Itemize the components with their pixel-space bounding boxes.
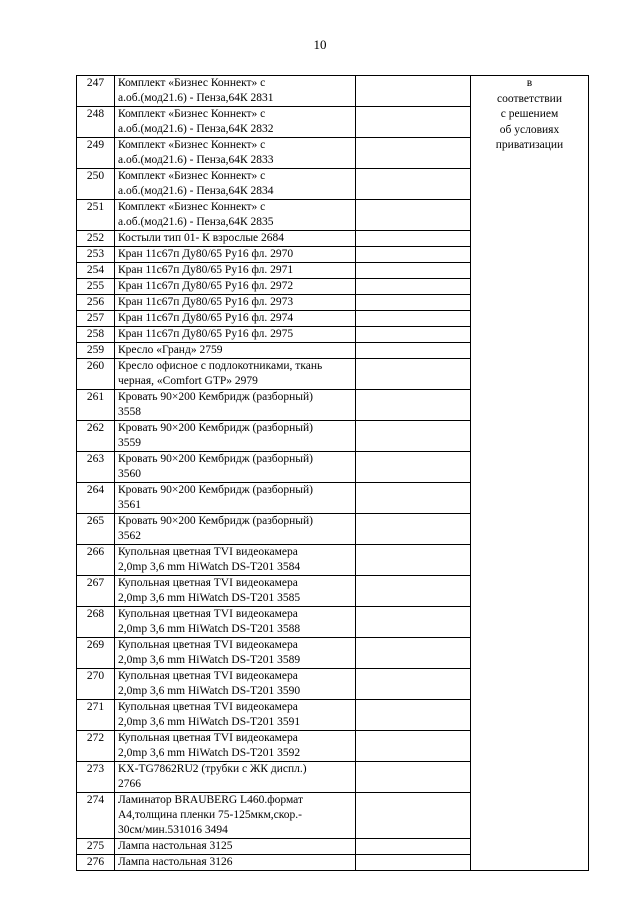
empty-cell: [356, 700, 471, 731]
empty-cell: [356, 311, 471, 327]
empty-cell: [356, 669, 471, 700]
empty-cell: [356, 390, 471, 421]
empty-cell: [356, 169, 471, 200]
empty-cell: [356, 263, 471, 279]
empty-cell: [356, 421, 471, 452]
empty-cell: [356, 731, 471, 762]
row-number: 253: [77, 247, 115, 263]
empty-cell: [356, 295, 471, 311]
row-number: 266: [77, 545, 115, 576]
empty-cell: [356, 231, 471, 247]
item-name: Кровать 90×200 Кембридж (разборный) 3559: [115, 421, 356, 452]
empty-cell: [356, 359, 471, 390]
row-number: 271: [77, 700, 115, 731]
item-name: Комплект «Бизнес Коннект» с а.об.(мод21.6) - Пенза,64К 2834: [115, 169, 356, 200]
row-number: 267: [77, 576, 115, 607]
row-number: 274: [77, 793, 115, 839]
empty-cell: [356, 138, 471, 169]
empty-cell: [356, 762, 471, 793]
row-number: 259: [77, 343, 115, 359]
item-name: Купольная цветная TVI видеокамера 2,0mp 3,6 mm HiWatch DS-T201 3588: [115, 607, 356, 638]
empty-cell: [356, 200, 471, 231]
row-number: 265: [77, 514, 115, 545]
row-number: 273: [77, 762, 115, 793]
empty-cell: [356, 576, 471, 607]
row-number: 252: [77, 231, 115, 247]
item-name: Кран 11с67п Ду80/65 Ру16 фл. 2972: [115, 279, 356, 295]
row-number: 261: [77, 390, 115, 421]
item-name: Лампа настольная 3125: [115, 839, 356, 855]
item-name: Кровать 90×200 Кембридж (разборный) 3561: [115, 483, 356, 514]
item-name: Кран 11с67п Ду80/65 Ру16 фл. 2975: [115, 327, 356, 343]
item-name: Комплект «Бизнес Коннект» с а.об.(мод21.6) - Пенза,64К 2831: [115, 76, 356, 107]
row-number: 270: [77, 669, 115, 700]
row-number: 247: [77, 76, 115, 107]
row-number: 269: [77, 638, 115, 669]
item-name: Кран 11с67п Ду80/65 Ру16 фл. 2970: [115, 247, 356, 263]
row-number: 258: [77, 327, 115, 343]
row-number: 250: [77, 169, 115, 200]
row-number: 262: [77, 421, 115, 452]
empty-cell: [356, 545, 471, 576]
row-number: 268: [77, 607, 115, 638]
empty-cell: [356, 76, 471, 107]
row-number: 249: [77, 138, 115, 169]
row-number: 275: [77, 839, 115, 855]
empty-cell: [356, 279, 471, 295]
item-name: KX-TG7862RU2 (трубки с ЖК диспл.) 2766: [115, 762, 356, 793]
item-name: Кровать 90×200 Кембридж (разборный) 3558: [115, 390, 356, 421]
empty-cell: [356, 327, 471, 343]
row-number: 257: [77, 311, 115, 327]
privatization-note: в соответствии с решением об условиях приватизации: [471, 76, 589, 871]
item-name: Комплект «Бизнес Коннект» с а.об.(мод21.6) - Пенза,64К 2835: [115, 200, 356, 231]
item-name: Кран 11с67п Ду80/65 Ру16 фл. 2971: [115, 263, 356, 279]
item-name: Купольная цветная TVI видеокамера 2,0mp 3,6 mm HiWatch DS-T201 3592: [115, 731, 356, 762]
row-number: 272: [77, 731, 115, 762]
item-name: Комплект «Бизнес Коннект» с а.об.(мод21.6) - Пенза,64К 2832: [115, 107, 356, 138]
item-name: Купольная цветная TVI видеокамера 2,0mp 3,6 mm HiWatch DS-T201 3591: [115, 700, 356, 731]
row-number: 248: [77, 107, 115, 138]
item-name: Купольная цветная TVI видеокамера 2,0mp 3,6 mm HiWatch DS-T201 3584: [115, 545, 356, 576]
item-name: Купольная цветная TVI видеокамера 2,0mp 3,6 mm HiWatch DS-T201 3585: [115, 576, 356, 607]
row-number: 251: [77, 200, 115, 231]
item-name: Кресло офисное с подлокотниками, ткань черная, «Comfort GTP» 2979: [115, 359, 356, 390]
item-name: Комплект «Бизнес Коннект» с а.об.(мод21.6) - Пенза,64К 2833: [115, 138, 356, 169]
item-name: Ламинатор BRAUBERG L460.формат А4,толщина пленки 75-125мкм,скор.- 30см/мин.531016 3494: [115, 793, 356, 839]
row-number: 255: [77, 279, 115, 295]
item-name: Лампа настольная 3126: [115, 855, 356, 871]
empty-cell: [356, 793, 471, 839]
page-number: 10: [313, 37, 327, 52]
row-number: 264: [77, 483, 115, 514]
item-name: Костыли тип 01- К взрослые 2684: [115, 231, 356, 247]
row-number: 276: [77, 855, 115, 871]
row-number: 260: [77, 359, 115, 390]
empty-cell: [356, 343, 471, 359]
empty-cell: [356, 855, 471, 871]
empty-cell: [356, 247, 471, 263]
empty-cell: [356, 638, 471, 669]
empty-cell: [356, 839, 471, 855]
table-row: [77, 76, 589, 107]
row-number: 254: [77, 263, 115, 279]
item-name: Кресло «Гранд» 2759: [115, 343, 356, 359]
item-name: Кровать 90×200 Кембридж (разборный) 3560: [115, 452, 356, 483]
empty-cell: [356, 452, 471, 483]
empty-cell: [356, 514, 471, 545]
item-name: Кран 11с67п Ду80/65 Ру16 фл. 2973: [115, 295, 356, 311]
row-number: 263: [77, 452, 115, 483]
empty-cell: [356, 483, 471, 514]
item-name: Купольная цветная TVI видеокамера 2,0mp 3,6 mm HiWatch DS-T201 3590: [115, 669, 356, 700]
item-name: Купольная цветная TVI видеокамера 2,0mp 3,6 mm HiWatch DS-T201 3589: [115, 638, 356, 669]
empty-cell: [356, 107, 471, 138]
row-number: 256: [77, 295, 115, 311]
item-name: Кровать 90×200 Кембридж (разборный) 3562: [115, 514, 356, 545]
inventory-table: [76, 75, 589, 871]
empty-cell: [356, 607, 471, 638]
item-name: Кран 11с67п Ду80/65 Ру16 фл. 2974: [115, 311, 356, 327]
